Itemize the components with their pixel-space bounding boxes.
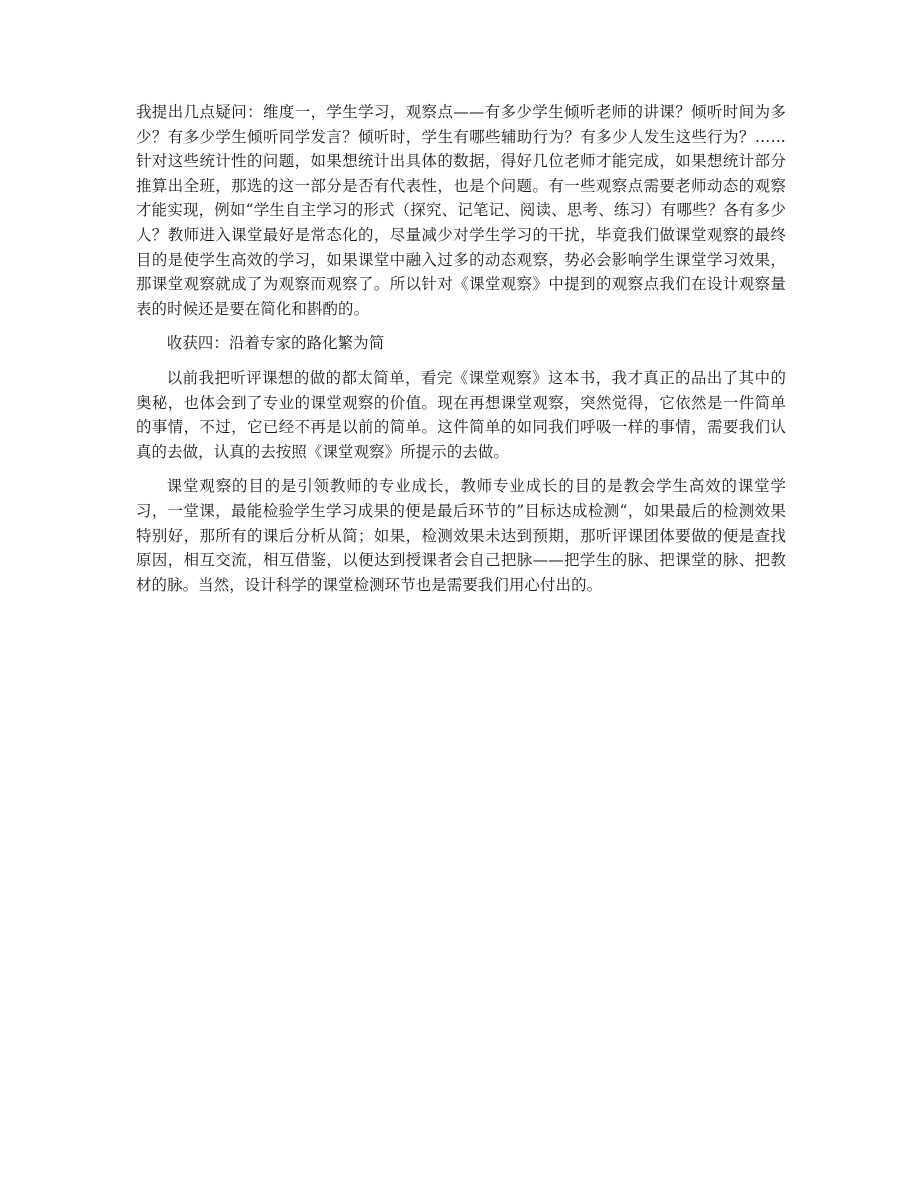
paragraph-purpose: 课堂观察的目的是引领教师的专业成长，教师专业成长的目的是教会学生高效的课堂学习，一堂课，最能检验学生学习成果的便是最后环节的”目标达成检测“，如果最后的检测效果特别好，那所有的课后分析从简；如果，检测效果未达到预期，那听评课团体要做的便是查找原因，相互交流，相互借鉴，以便达到授课者会自己把脉——把学生的脉、把课堂的脉、把教材的脉。当然，设计科学的课堂检测环节也是需要我们用心付出的。 [136,477,786,594]
paragraph-simplicity: 以前我把听评课想的做的都太简单，看完《课堂观察》这本书，我才真正的品出了其中的奥秘，也体会到了专业的课堂观察的价值。现在再想课堂观察，突然觉得，它依然是一件简单的事情，不过，它已经不再是以前的简单。这件简单的如同我们呼吸一样的事情，需要我们认真的去做，认真的去按照《课堂观察》所提示的去做。 [136,368,786,461]
document-body [136,100,786,597]
paragraph-questions: 我提出几点疑问：维度一，学生学习，观察点——有多少学生倾听老师的讲课？倾听时间为多少？有多少学生倾听同学发言？倾听时，学生有哪些辅助行为？有多少人发生这些行为？……针对这些统计性的问题，如果想统计出具体的数据，得好几位老师才能完成，如果想统计部分推算出全班，那选的这一部分是否有代表性，也是个问题。有一些观察点需要老师动态的观察才能实现，例如“学生自主学习的形式（探究、记笔记、阅读、思考、练习）有哪些？各有多少人？教师进入课堂最好是常态化的，尽量减少对学生学习的干扰，毕竟我们做课堂观察的最终目的是使学生高效的学习，如果课堂中融入过多的动态观察，势必会影响学生课堂学习效果，那课堂观察就成了为观察而观察了。所以针对《课堂观察》中提到的观察点我们在设计观察量表的时候还是要在简化和斟酌的。 [136,103,786,318]
section-heading-harvest-four: 收获四：沿着专家的路化繁为简 [166,334,385,353]
